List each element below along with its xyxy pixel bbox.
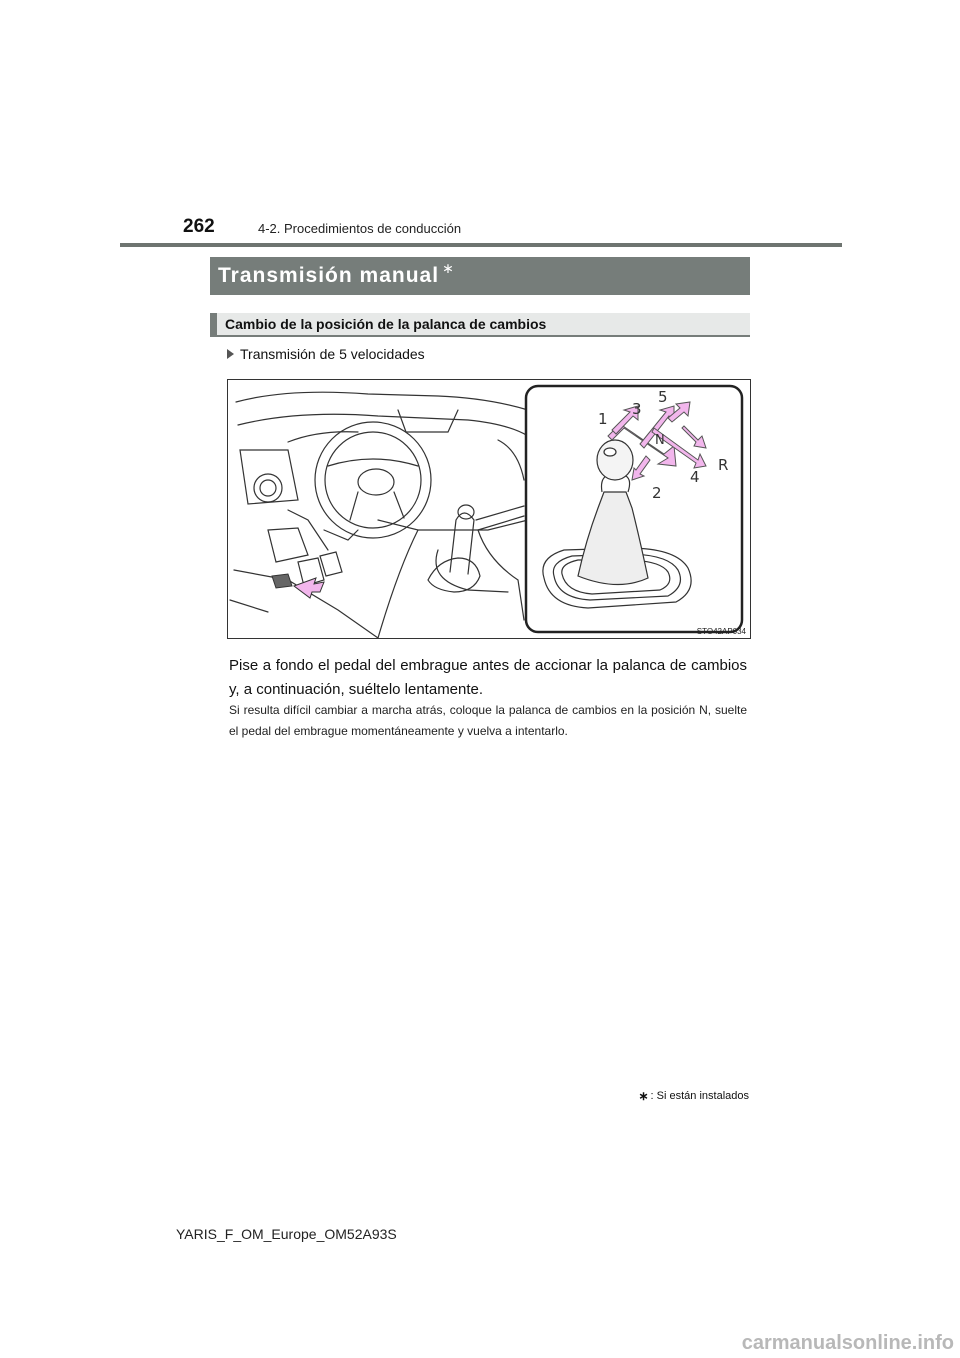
header-divider: [120, 243, 842, 247]
note-paragraph: Si resulta difícil cambiar a marcha atrás, coloque la palanca de cambios en la posición N, suelte el pedal del embrague momentáneamente y vuelva a intentarlo.: [229, 703, 747, 738]
page-title: Transmisión manual: [218, 264, 440, 287]
pedal-arrow: [272, 574, 324, 598]
figure-code: STO42AP034: [696, 627, 746, 636]
instruction-paragraph: Pise a fondo el pedal del embrague antes de accionar la palanca de cambios y, a continuación, suéltelo lentamente.: [229, 657, 747, 698]
bullet-item: [227, 346, 425, 362]
gear-label-5: 5: [658, 388, 668, 406]
gear-label-3: 3: [632, 400, 642, 418]
watermark: carmanualsonline.info: [741, 1332, 954, 1354]
gear-label-1: 1: [598, 410, 608, 428]
optional-equipment-mark: ∗: [442, 259, 454, 276]
footnote: [638, 1089, 749, 1103]
subsection-banner: [210, 313, 750, 337]
triangle-bullet-icon: [227, 349, 234, 359]
gear-label-4: 4: [690, 468, 700, 486]
inset-panel: [526, 386, 742, 632]
subsection-title: Cambio de la posición de la palanca de cambios: [225, 316, 547, 332]
footnote-mark: ∗: [638, 1089, 649, 1103]
gearshift-illustration: [227, 379, 751, 639]
illustration-svg: [228, 380, 751, 639]
gear-label-r: R: [718, 456, 729, 474]
document-code: YARIS_F_OM_Europe_OM52A93S: [176, 1226, 397, 1242]
page-number: 262: [183, 216, 215, 237]
footnote-text: : Si están instalados: [650, 1090, 749, 1102]
gear-label-2: 2: [652, 484, 662, 502]
section-reference: 4-2. Procedimientos de conducción: [258, 221, 462, 236]
bullet-label: Transmisión de 5 velocidades: [240, 346, 425, 362]
gear-label-n: N: [655, 433, 665, 448]
title-banner: [210, 257, 750, 295]
dashboard-drawing: [230, 392, 528, 638]
